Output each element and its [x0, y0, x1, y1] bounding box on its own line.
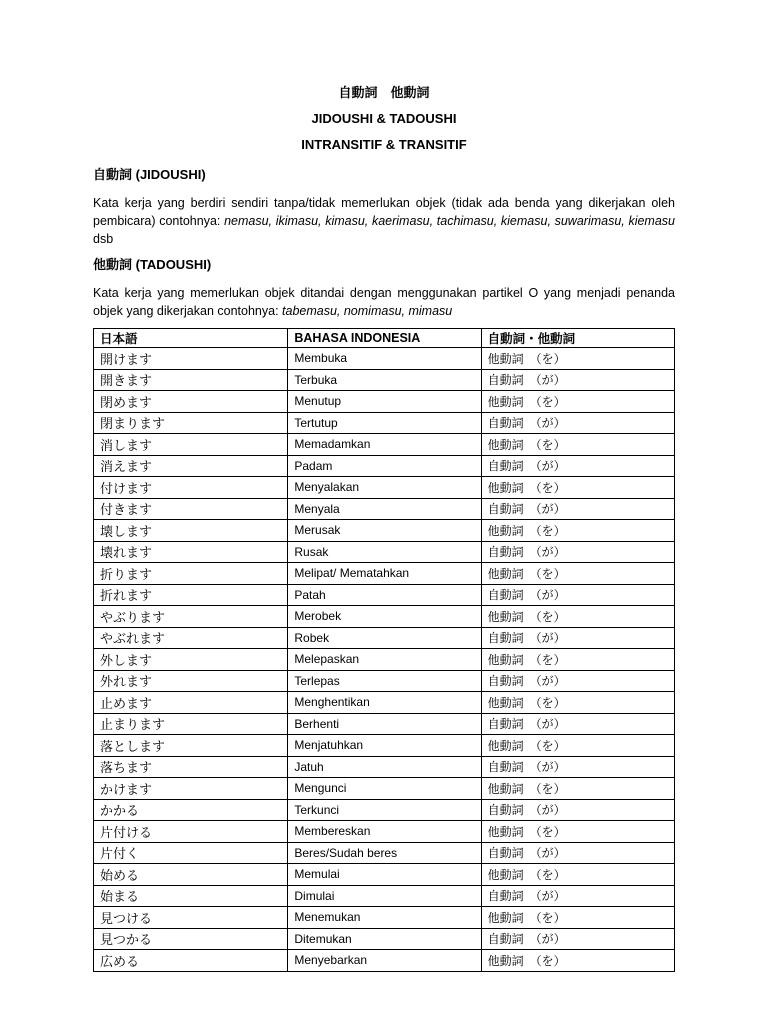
- jidoushi-examples: nemasu, ikimasu, kimasu, kaerimasu, tachimasu, kiemasu, suwarimasu, kiemasu: [224, 214, 675, 228]
- cell-indonesian: Terbuka: [288, 369, 481, 391]
- header-japanese: 日本語: [94, 329, 288, 348]
- cell-indonesian: Dimulai: [288, 885, 481, 907]
- cell-type: 他動詞 （を）: [481, 735, 674, 757]
- table-row: [94, 498, 675, 520]
- cell-japanese: 折ります: [94, 563, 288, 585]
- cell-type: 自動詞 （が）: [481, 627, 674, 649]
- table-row: [94, 821, 675, 843]
- title-indonesian: INTRANSITIF & TRANSITIF: [301, 137, 467, 152]
- cell-japanese: 片付ける: [94, 821, 288, 843]
- cell-type: 他動詞 （を）: [481, 649, 674, 671]
- cell-type: 他動詞 （を）: [481, 778, 674, 800]
- cell-japanese: かけます: [94, 778, 288, 800]
- cell-type: 自動詞 （が）: [481, 670, 674, 692]
- cell-indonesian: Membuka: [288, 348, 481, 370]
- cell-japanese: 片付く: [94, 842, 288, 864]
- table-row: [94, 412, 675, 434]
- table-row: [94, 563, 675, 585]
- cell-japanese: 落ちます: [94, 756, 288, 778]
- tadoushi-description: [93, 284, 675, 320]
- title-japanese: 自動詞 他動詞: [338, 85, 430, 100]
- cell-indonesian: Merusak: [288, 520, 481, 542]
- table-row: [94, 778, 675, 800]
- cell-indonesian: Patah: [288, 584, 481, 606]
- cell-japanese: 止めます: [94, 692, 288, 714]
- cell-type: 他動詞 （を）: [481, 864, 674, 886]
- cell-type: 自動詞 （が）: [481, 928, 674, 950]
- table-row: [94, 627, 675, 649]
- cell-indonesian: Terkunci: [288, 799, 481, 821]
- cell-type: 他動詞 （を）: [481, 391, 674, 413]
- table-row: [94, 885, 675, 907]
- cell-indonesian: Menemukan: [288, 907, 481, 929]
- cell-type: 自動詞 （が）: [481, 885, 674, 907]
- cell-japanese: 広める: [94, 950, 288, 972]
- table-row: [94, 692, 675, 714]
- tadoushi-text: Kata kerja yang memerlukan objek ditandai dengan menggunakan partikel O yang menjadi penanda objek yang dikerjakan contohnya:: [93, 286, 675, 318]
- table-row: [94, 369, 675, 391]
- cell-japanese: やぶれます: [94, 627, 288, 649]
- cell-japanese: 始まる: [94, 885, 288, 907]
- cell-type: 自動詞 （が）: [481, 498, 674, 520]
- header-type: 自動詞・他動詞: [481, 329, 674, 348]
- cell-japanese: 消えます: [94, 455, 288, 477]
- table-row: [94, 713, 675, 735]
- cell-indonesian: Mengunci: [288, 778, 481, 800]
- cell-indonesian: Melepaskan: [288, 649, 481, 671]
- table-row: [94, 391, 675, 413]
- cell-japanese: 付きます: [94, 498, 288, 520]
- title-block: [0, 84, 768, 154]
- cell-japanese: 開きます: [94, 369, 288, 391]
- table-row: [94, 928, 675, 950]
- table-row: [94, 606, 675, 628]
- cell-indonesian: Berhenti: [288, 713, 481, 735]
- cell-japanese: 外れます: [94, 670, 288, 692]
- cell-indonesian: Terlepas: [288, 670, 481, 692]
- cell-indonesian: Jatuh: [288, 756, 481, 778]
- cell-type: 他動詞 （を）: [481, 348, 674, 370]
- cell-indonesian: Memadamkan: [288, 434, 481, 456]
- cell-japanese: 開けます: [94, 348, 288, 370]
- title-romaji: JIDOUSHI & TADOUSHI: [311, 111, 457, 126]
- cell-indonesian: Ditemukan: [288, 928, 481, 950]
- cell-indonesian: Menghentikan: [288, 692, 481, 714]
- jidoushi-section: [93, 166, 675, 248]
- cell-indonesian: Rusak: [288, 541, 481, 563]
- cell-indonesian: Menjatuhkan: [288, 735, 481, 757]
- cell-japanese: かかる: [94, 799, 288, 821]
- table-row: [94, 455, 675, 477]
- table-row: [94, 670, 675, 692]
- cell-type: 自動詞 （が）: [481, 713, 674, 735]
- table-row: [94, 842, 675, 864]
- cell-indonesian: Padam: [288, 455, 481, 477]
- tadoushi-heading: 他動詞 (TADOUSHI): [93, 257, 212, 272]
- cell-japanese: 見つける: [94, 907, 288, 929]
- cell-indonesian: Merobek: [288, 606, 481, 628]
- jidoushi-text: Kata kerja yang berdiri sendiri tanpa/tidak memerlukan objek (tidak ada benda yang dikerjakan oleh pembicara) contohnya:: [93, 196, 675, 228]
- vocabulary-table: [93, 328, 675, 972]
- cell-type: 自動詞 （が）: [481, 369, 674, 391]
- cell-type: 自動詞 （が）: [481, 541, 674, 563]
- table-row: [94, 520, 675, 542]
- cell-type: 他動詞 （を）: [481, 692, 674, 714]
- cell-indonesian: Menyala: [288, 498, 481, 520]
- cell-japanese: 閉めます: [94, 391, 288, 413]
- cell-type: 自動詞 （が）: [481, 584, 674, 606]
- header-indonesian: BAHASA INDONESIA: [288, 329, 481, 348]
- cell-japanese: 消します: [94, 434, 288, 456]
- cell-type: 他動詞 （を）: [481, 563, 674, 585]
- table-row: [94, 434, 675, 456]
- table-row: [94, 950, 675, 972]
- cell-indonesian: Robek: [288, 627, 481, 649]
- cell-japanese: 始める: [94, 864, 288, 886]
- cell-japanese: 折れます: [94, 584, 288, 606]
- table-row: [94, 348, 675, 370]
- cell-indonesian: Membereskan: [288, 821, 481, 843]
- cell-japanese: 閉まります: [94, 412, 288, 434]
- cell-type: 自動詞 （が）: [481, 842, 674, 864]
- cell-type: 他動詞 （を）: [481, 821, 674, 843]
- cell-type: 他動詞 （を）: [481, 606, 674, 628]
- jidoushi-suffix: dsb: [93, 232, 114, 246]
- cell-indonesian: Menyebarkan: [288, 950, 481, 972]
- cell-type: 自動詞 （が）: [481, 799, 674, 821]
- table-row: [94, 756, 675, 778]
- table-row: [94, 864, 675, 886]
- cell-type: 他動詞 （を）: [481, 520, 674, 542]
- cell-japanese: 外します: [94, 649, 288, 671]
- cell-type: 他動詞 （を）: [481, 477, 674, 499]
- cell-type: 自動詞 （が）: [481, 756, 674, 778]
- cell-indonesian: Memulai: [288, 864, 481, 886]
- cell-japanese: 見つかる: [94, 928, 288, 950]
- cell-japanese: 付けます: [94, 477, 288, 499]
- cell-type: 他動詞 （を）: [481, 950, 674, 972]
- cell-indonesian: Menyalakan: [288, 477, 481, 499]
- cell-type: 他動詞 （を）: [481, 434, 674, 456]
- cell-indonesian: Menutup: [288, 391, 481, 413]
- jidoushi-description: [93, 194, 675, 248]
- table-row: [94, 735, 675, 757]
- cell-japanese: 止まります: [94, 713, 288, 735]
- cell-type: 自動詞 （が）: [481, 412, 674, 434]
- table-row: [94, 649, 675, 671]
- cell-japanese: 壊れます: [94, 541, 288, 563]
- tadoushi-examples: tabemasu, nomimasu, mimasu: [282, 304, 453, 318]
- table-row: [94, 477, 675, 499]
- cell-indonesian: Tertutup: [288, 412, 481, 434]
- table-row: [94, 907, 675, 929]
- cell-indonesian: Melipat/ Mematahkan: [288, 563, 481, 585]
- cell-type: 自動詞 （が）: [481, 455, 674, 477]
- cell-japanese: やぶります: [94, 606, 288, 628]
- table-row: [94, 541, 675, 563]
- cell-type: 他動詞 （を）: [481, 907, 674, 929]
- cell-japanese: 壊します: [94, 520, 288, 542]
- table-row: [94, 799, 675, 821]
- table-row: [94, 584, 675, 606]
- tadoushi-section: [93, 256, 675, 320]
- cell-japanese: 落とします: [94, 735, 288, 757]
- cell-indonesian: Beres/Sudah beres: [288, 842, 481, 864]
- table-header-row: [94, 329, 675, 348]
- jidoushi-heading: 自動詞 (JIDOUSHI): [93, 167, 206, 182]
